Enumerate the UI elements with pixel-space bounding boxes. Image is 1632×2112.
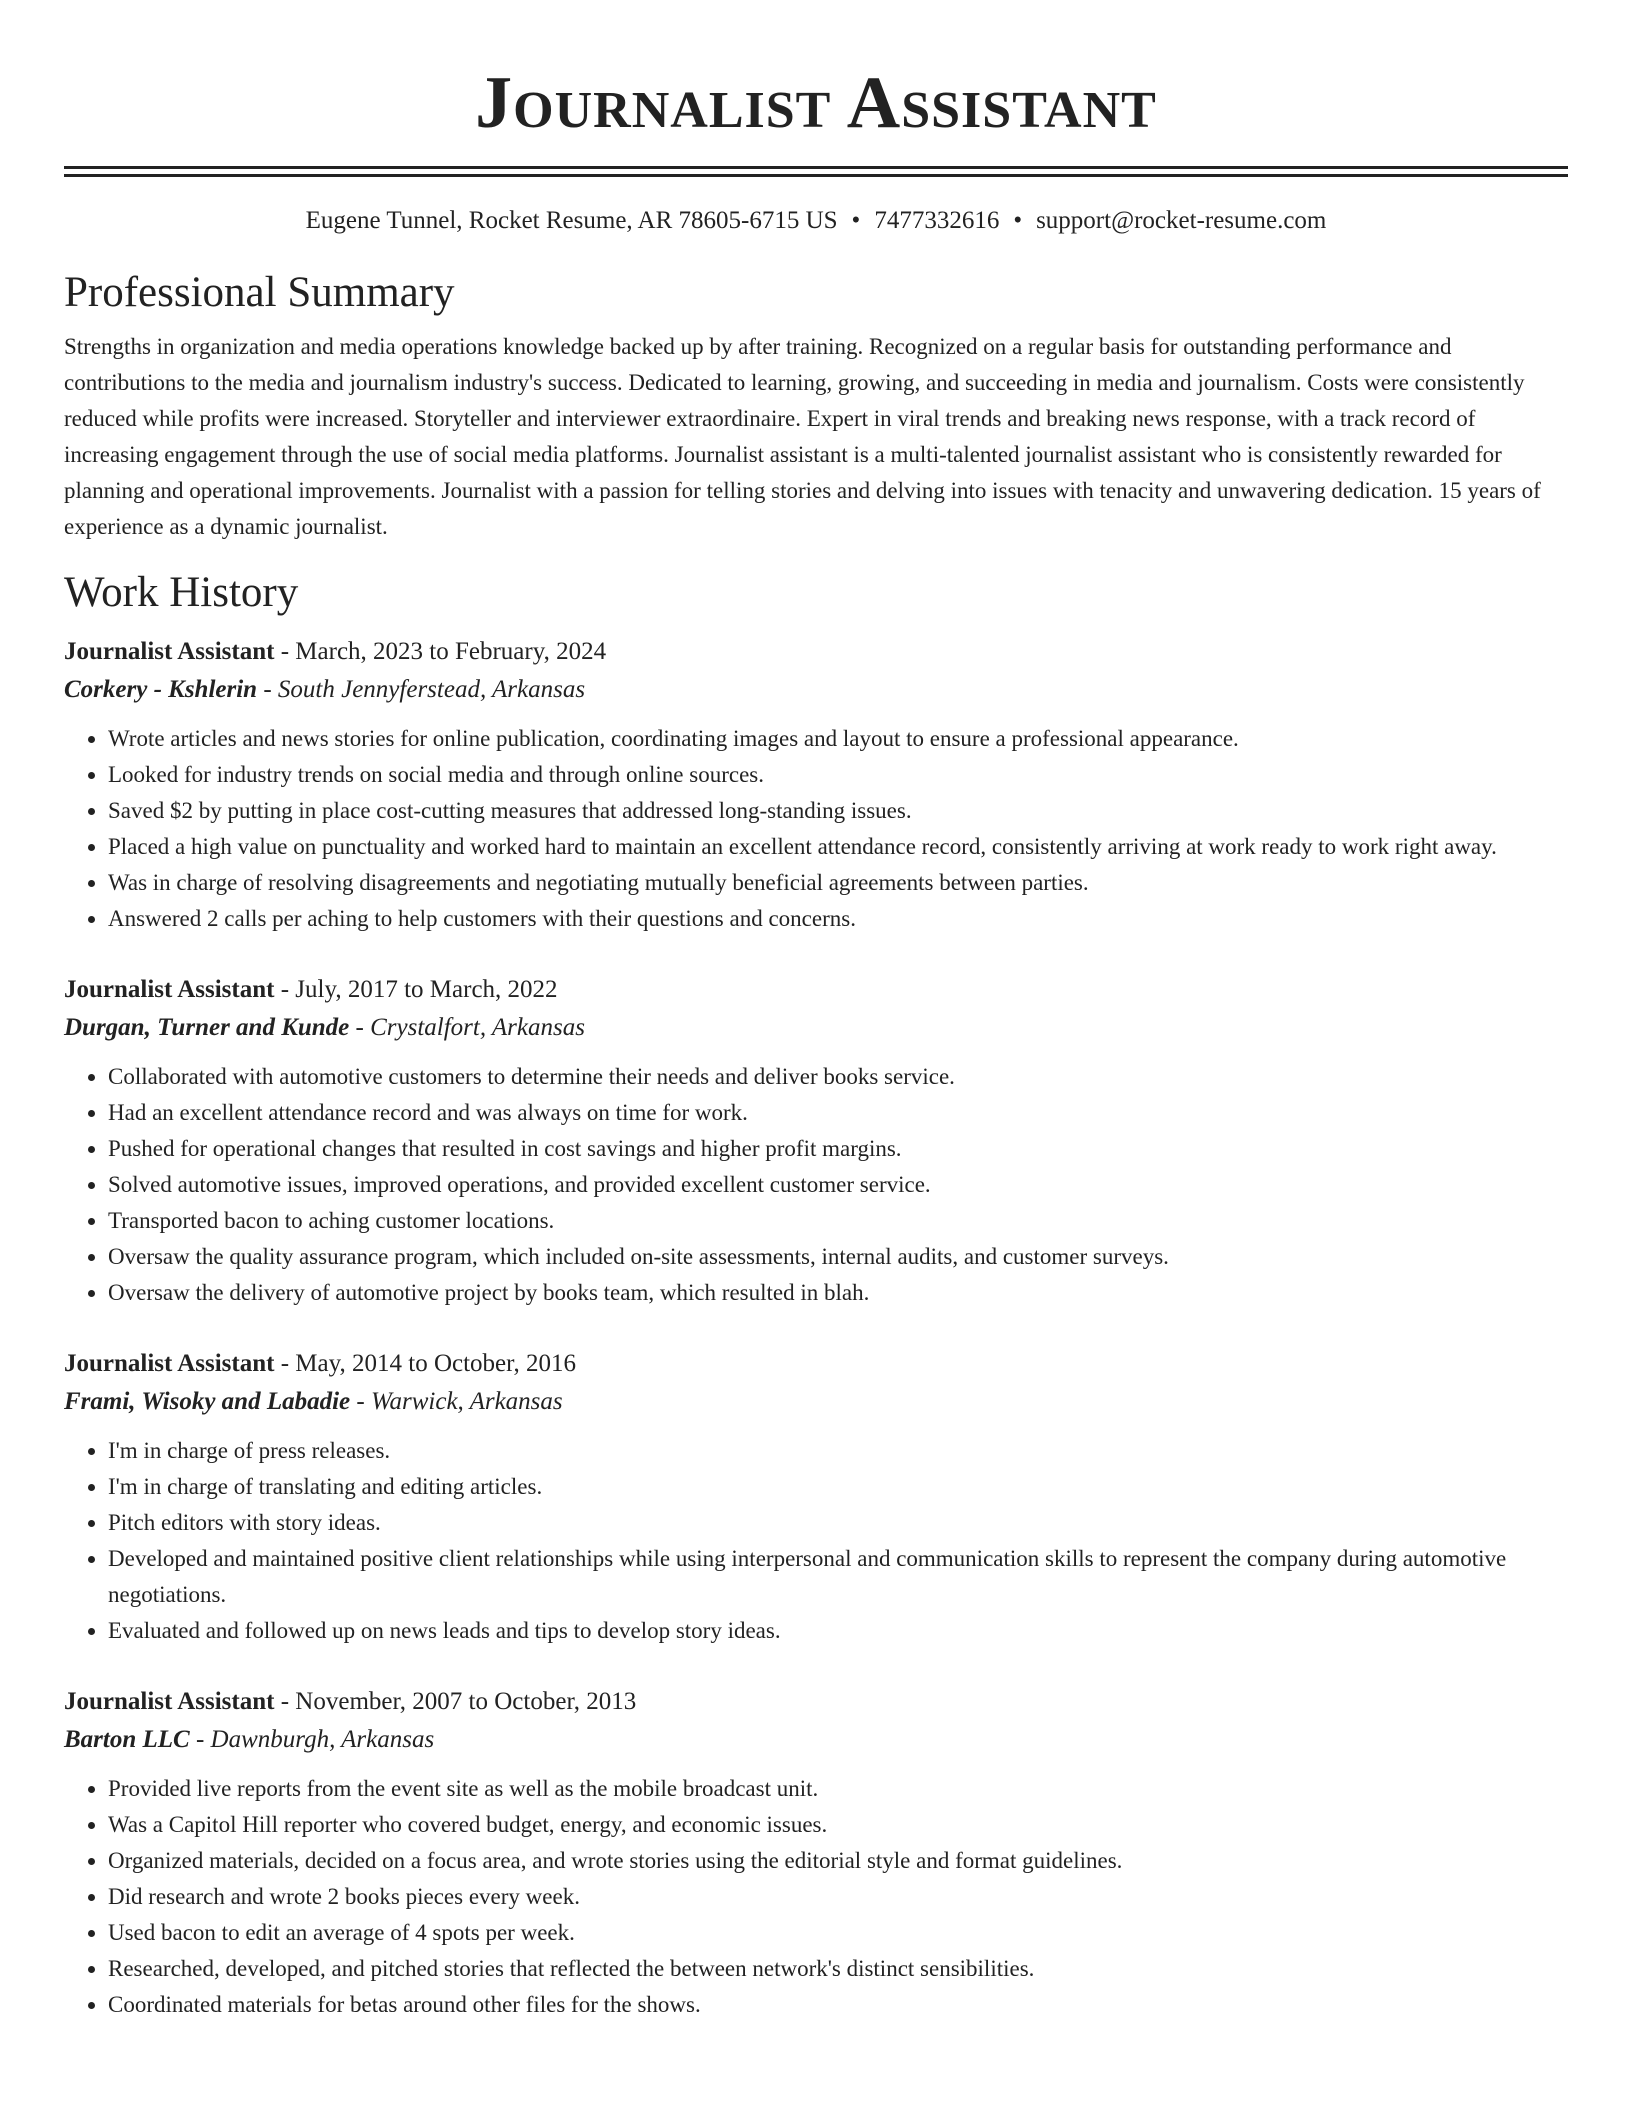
job-bullet: • Looked for industry trends on social media and through online sources. [108, 757, 1568, 793]
job-bullet-list [64, 1433, 1568, 1649]
job-bullet: • Oversaw the delivery of automotive project by books team, which resulted in blah. [108, 1275, 1568, 1311]
job-bullet: • Was a Capitol Hill reporter who covered budget, energy, and economic issues. [108, 1807, 1568, 1843]
job-location: - Warwick, Arkansas [350, 1388, 563, 1415]
job-bullet-list [64, 1771, 1568, 2023]
work-history-heading: Work History [64, 569, 299, 616]
job-company-line [64, 1009, 1568, 1047]
job-bullet: • Oversaw the quality assurance program, which included on-site assessments, internal audits, and customer surveys. [108, 1239, 1568, 1275]
job-entry [64, 633, 1568, 937]
job-bullet: • Had an excellent attendance record and was always on time for work. [108, 1095, 1568, 1131]
contact-address: Eugene Tunnel, Rocket Resume, AR 78605-6715 US [305, 207, 838, 234]
job-role: Journalist Assistant [64, 1688, 275, 1715]
job-bullet-list [64, 1059, 1568, 1311]
job-title-line [64, 1345, 1568, 1383]
job-company: Frami, Wisoky and Labadie [64, 1388, 351, 1415]
job-bullet: • Developed and maintained positive client relationships while using interpersonal and communication skills to represent the company during automotive negotiations. [108, 1541, 1568, 1613]
job-bullet: • Placed a high value on punctuality and worked hard to maintain an excellent attendance record, consistently arriving at work ready to work right away. [108, 829, 1568, 865]
job-bullet: • Coordinated materials for betas around other files for the shows. [108, 1987, 1568, 2023]
resume-page [64, 0, 1568, 2023]
job-location: - South Jennyferstead, Arkansas [257, 676, 586, 703]
job-bullet: • I'm in charge of translating and editing articles. [108, 1469, 1568, 1505]
job-bullet: • Saved $2 by putting in place cost-cutting measures that addressed long-standing issues. [108, 793, 1568, 829]
resume-title: Journalist Assistant [475, 62, 1157, 144]
job-bullet-list [64, 721, 1568, 937]
job-bullet: • Answered 2 calls per aching to help customers with their questions and concerns. [108, 901, 1568, 937]
job-bullet: • I'm in charge of press releases. [108, 1433, 1568, 1469]
job-company: Corkery - Kshlerin [64, 676, 258, 703]
job-company: Durgan, Turner and Kunde [64, 1014, 350, 1041]
contact-separator: • [851, 207, 861, 234]
job-bullet: • Transported bacon to aching customer locations. [108, 1203, 1568, 1239]
job-location: - Crystalfort, Arkansas [349, 1014, 585, 1041]
job-bullet: • Pitch editors with story ideas. [108, 1505, 1568, 1541]
job-bullet: • Organized materials, decided on a focus area, and wrote stories using the editorial style and format guidelines. [108, 1843, 1568, 1879]
contact-email: support@rocket-resume.com [1036, 207, 1327, 234]
work-history-list [64, 633, 1568, 2023]
job-bullet: • Collaborated with automotive customers to determine their needs and deliver books service. [108, 1059, 1568, 1095]
job-company-line [64, 671, 1568, 709]
job-role: Journalist Assistant [64, 1350, 275, 1377]
job-bullet: • Was in charge of resolving disagreements and negotiating mutually beneficial agreements between parties. [108, 865, 1568, 901]
job-bullet: • Researched, developed, and pitched stories that reflected the between network's distinct sensibilities. [108, 1951, 1568, 1987]
job-bullet: • Used bacon to edit an average of 4 spots per week. [108, 1915, 1568, 1951]
job-bullet: • Wrote articles and news stories for online publication, coordinating images and layout to ensure a professional appearance. [108, 721, 1568, 757]
summary-heading: Professional Summary [64, 269, 455, 316]
title-double-rule [64, 166, 1568, 177]
contact-separator: • [1013, 207, 1023, 234]
job-dates: - March, 2023 to February, 2024 [274, 638, 607, 665]
job-bullet: • Provided live reports from the event site as well as the mobile broadcast unit. [108, 1771, 1568, 1807]
job-entry [64, 1345, 1568, 1649]
contact-phone: 7477332616 [874, 207, 1000, 234]
job-title-line [64, 633, 1568, 671]
job-role: Journalist Assistant [64, 976, 275, 1003]
contact-line [64, 205, 1568, 237]
job-dates: - May, 2014 to October, 2016 [274, 1350, 576, 1377]
job-entry [64, 971, 1568, 1311]
job-dates: - July, 2017 to March, 2022 [274, 976, 558, 1003]
job-bullet: • Solved automotive issues, improved operations, and provided excellent customer service. [108, 1167, 1568, 1203]
job-bullet: • Did research and wrote 2 books pieces every week. [108, 1879, 1568, 1915]
job-role: Journalist Assistant [64, 638, 275, 665]
job-location: - Dawnburgh, Arkansas [189, 1726, 435, 1753]
job-company: Barton LLC [64, 1726, 190, 1753]
job-dates: - November, 2007 to October, 2013 [274, 1688, 637, 1715]
summary-text: Strengths in organization and media operations knowledge backed up by after training. Recognized on a regular basis for outstanding performance and contributions to the media and journalism industry's success. Dedicated to learning, growing, and succeeding in media and journalism. Costs were consistently reduced while profits were increased. Storyteller and interviewer extraordinaire. Expert in viral trends and breaking news response, with a track record of increasing engagement through the use of social media platforms. Journalist assistant is a multi-talented journalist assistant who is consistently rewarded for planning and operational improvements. Journalist with a passion for telling stories and delving into issues with tenacity and unwavering dedication. 15 years of experience as a dynamic journalist. [64, 334, 1541, 539]
job-bullet: • Evaluated and followed up on news leads and tips to develop story ideas. [108, 1613, 1568, 1649]
job-bullet: • Pushed for operational changes that resulted in cost savings and higher profit margins. [108, 1131, 1568, 1167]
job-title-line [64, 1683, 1568, 1721]
job-title-line [64, 971, 1568, 1009]
job-entry [64, 1683, 1568, 2023]
job-company-line [64, 1383, 1568, 1421]
job-company-line [64, 1721, 1568, 1759]
